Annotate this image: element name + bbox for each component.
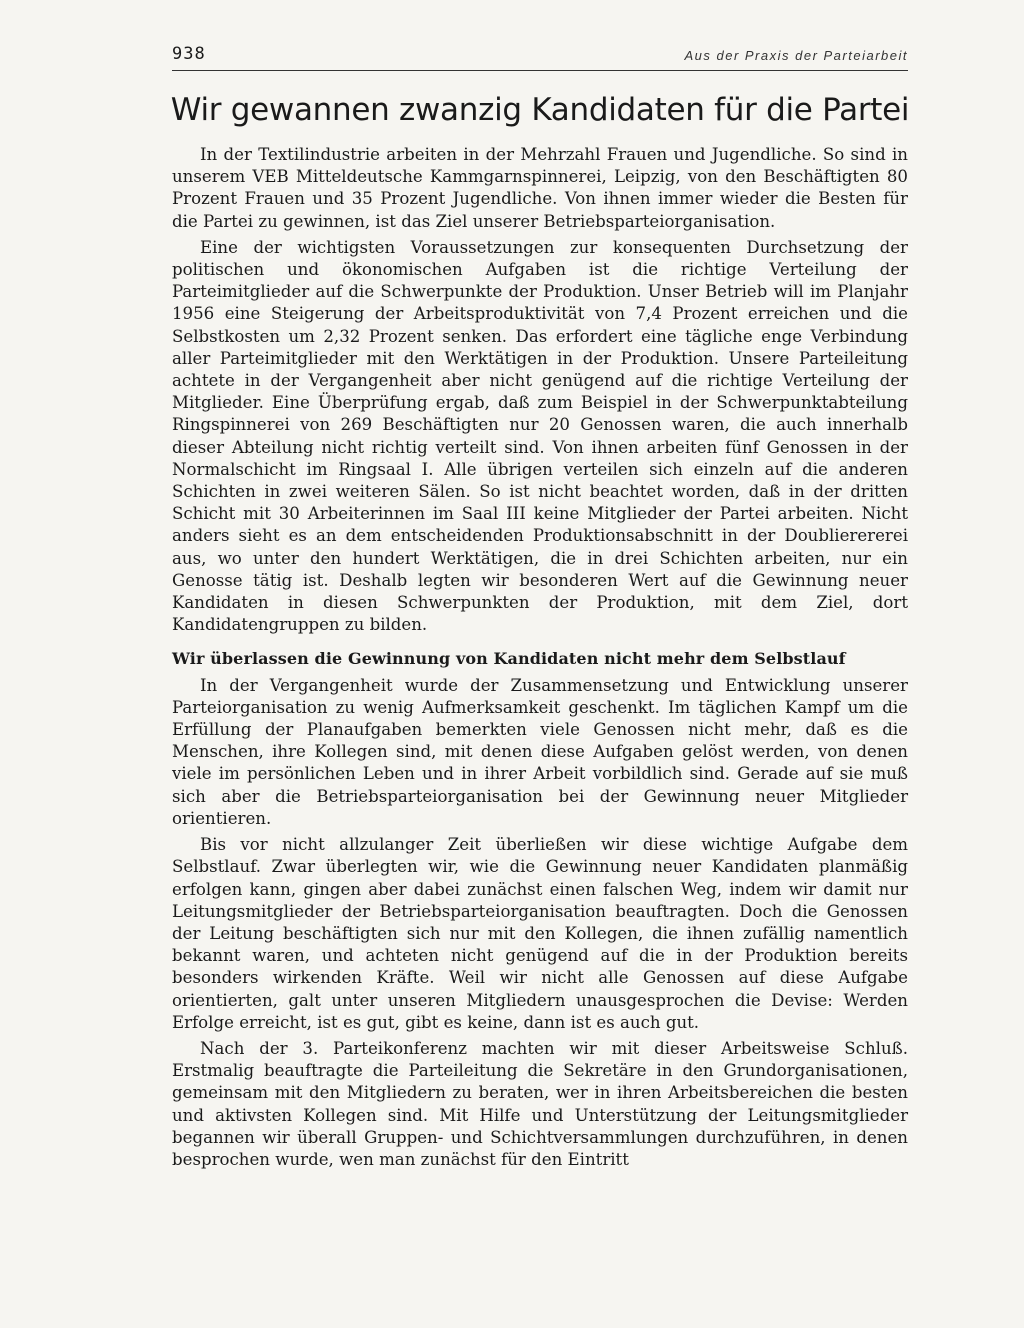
page-number: 938 (172, 44, 206, 64)
paragraph: Nach der 3. Parteikonferenz machten wir mit dieser Arbeitsweise Schluß. Erstmalig beauftragte die Parteileitung die Sekretäre in den Grundorganisationen, gemeinsam mit den Mitgliedern zu beraten, wer in ihren Arbeitsbereichen die besten und aktivsten Kollegen sind. Mit Hilfe und Unterstützung der Leitungsmitglieder begannen wir überall Gruppen- und Schichtversammlungen durchzuführen, in denen besprochen wurde, wen man zunächst für den Eintritt (172, 1038, 908, 1169)
article-title: Wir gewannen zwanzig Kandidaten für die Partei (170, 92, 910, 128)
paragraph: Eine der wichtigsten Voraussetzungen zur konsequenten Durchsetzung der politischen und ökonomischen Aufgaben ist die richtige Verteilung der Parteimitglieder auf die Schwerpunkte der Produktion. Unser Betrieb will im Planjahr 1956 eine Steigerung der Arbeitsproduktivität von 7,4 Prozent erreichen und die Selbstkosten um 2,32 Prozent senken. Das erfordert eine tägliche enge Verbindung aller Parteimitglieder mit den Werktätigen in der Produktion. Unsere Parteileitung achtete in der Vergangenheit aber nicht genügend auf die richtige Verteilung der Mitglieder. Eine Überprüfung ergab, daß zum Beispiel in der Schwerpunktabteilung Ringspinnerei von 269 Beschäftigten nur 20 Genossen waren, die auch innerhalb dieser Abteilung nicht richtig verteilt sind. Von ihnen arbeiten fünf Genossen in der Normalschicht im Ringsaal I. Alle übrigen verteilen sich einzeln auf die anderen Schichten in zwei weiteren Sälen. So ist nicht beachtet worden, daß in der dritten Schicht mit 30 Arbeiterinnen im Saal III keine Mitglieder der Partei arbeiten. Nicht anders sieht es an dem entscheidenden Produktionsabschnitt in der Doublierererei aus, wo unter den hundert Werktätigen, die in drei Schichten arbeiten, nur ein Genosse tätig ist. Deshalb legten wir besonderen Wert auf die Gewinnung neuer Kandidaten in diesen Schwerpunkten der Produktion, mit dem Ziel, dort Kandidatengruppen zu bilden. (172, 237, 908, 635)
paragraph: Bis vor nicht allzulanger Zeit überließen wir diese wichtige Aufgabe dem Selbstlauf. Zwar überlegten wir, wie die Gewinnung neuer Kandidaten planmäßig erfolgen kann, gingen aber dabei zunächst einen falschen Weg, indem wir damit nur Leitungsmitglieder der Betriebsparteiorganisation beauftragten. Doch die Genossen der Leitung beschäftigten sich nur mit den Kollegen, die ihnen zufällig namentlich bekannt waren, und achteten nicht genügend auf die in der Produktion bereits besonders wirkenden Kräfte. Weil wir nicht alle Genossen auf diese Aufgabe orientierten, galt unter unseren Mitgliedern unausgesprochen die Devise: Werden Erfolge erreicht, ist es gut, gibt es keine, dann ist es auch gut. (172, 835, 908, 1032)
section-heading: Wir überlassen die Gewinnung von Kandidaten nicht mehr dem Selbstlauf (172, 649, 846, 669)
page-header (172, 44, 908, 71)
article-body (172, 144, 908, 1175)
paragraph: In der Textilindustrie arbeiten in der Mehrzahl Frauen und Jugendliche. So sind in unserem VEB Mitteldeutsche Kammgarnspinnerei, Leipzig, von den Beschäftigten 80 Prozent Frauen und 35 Prozent Jugendliche. Von ihnen immer wieder die Besten für die Partei zu gewinnen, ist das Ziel unserer Betriebsparteiorganisation. (172, 145, 908, 231)
paragraph: In der Vergangenheit wurde der Zusammensetzung und Entwicklung unserer Parteiorganisation zu wenig Aufmerksamkeit geschenkt. Im täglichen Kampf um die Erfüllung der Planaufgaben bemerkten viele Genossen nicht mehr, daß es die Menschen, ihre Kollegen sind, mit denen diese Aufgaben gelöst werden, von denen viele im persönlichen Leben und in ihrer Arbeit vorbildlich sind. Gerade auf sie muß sich aber die Betriebsparteiorganisation bei der Gewinnung neuer Mitglieder orientieren. (172, 675, 908, 828)
running-title: Aus der Praxis der Parteiarbeit (684, 48, 908, 63)
